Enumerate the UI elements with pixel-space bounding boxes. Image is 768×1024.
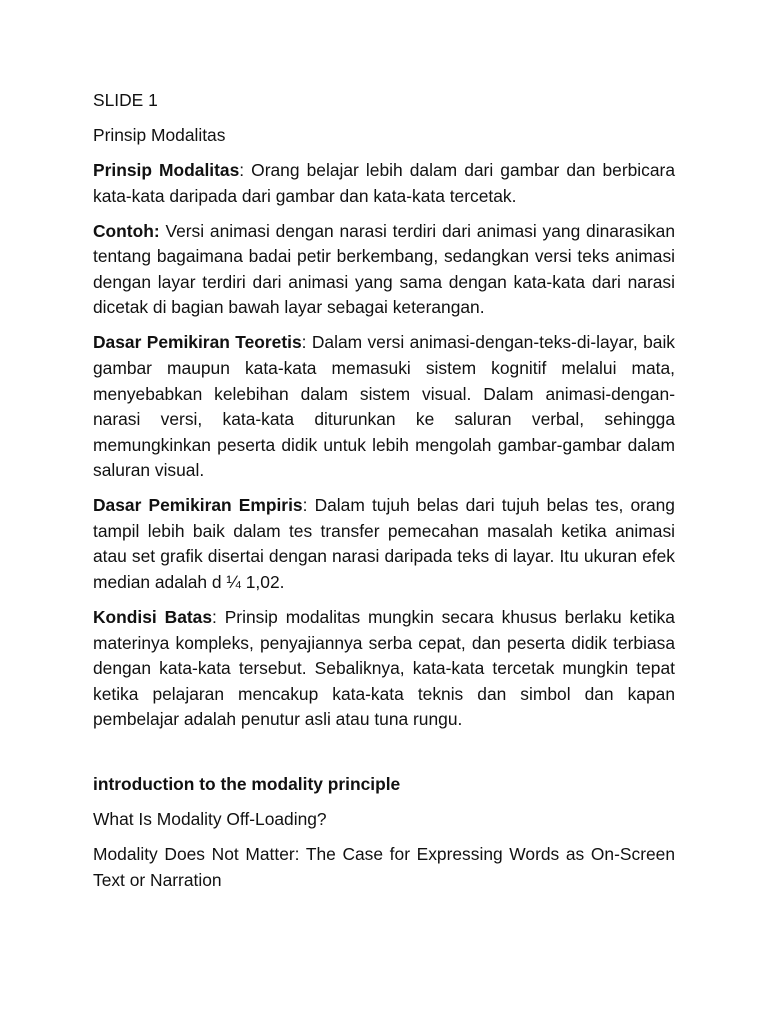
document-page — [93, 88, 675, 903]
question-heading: What Is Modality Off-Loading? — [93, 809, 327, 830]
section-dasar-teoretis — [93, 330, 675, 484]
section-contoh — [93, 219, 675, 321]
section-body: Versi animasi dengan narasi terdiri dari animasi yang dinarasikan tentang bagaimana badai petir berkembang, sedangkan versi teks animasi dengan layar terdiri dari animasi yang sama dengan kata-kata dari narasi dicetak di bagian bawah layar sebagai keterangan. — [93, 220, 675, 318]
intro-heading: introduction to the modality principle — [93, 774, 401, 795]
section-body: : Prinsip modalitas mungkin secara khusus berlaku ketika materinya kompleks, penyajiannya serba cepat, dan peserta didik terbiasa dengan kata-kata tersebut. Sebaliknya, kata-kata tercetak mungkin tepat ketika pelajaran mencakup kata-kata teknis dan simbol dan kapan pembelajar adalah penutur asli atau tuna rungu. — [93, 607, 675, 730]
document-subtitle: Prinsip Modalitas — [93, 124, 226, 145]
section-body: : Dalam tujuh belas dari tujuh belas tes, orang tampil lebih baik dalam tes transfer pemecahan masalah ketika animasi atau set grafik disertai dengan narasi daripada teks di layar. Itu ukuran efek median adalah d ¼ 1,02. — [93, 495, 675, 593]
section-kondisi-batas — [93, 605, 675, 733]
closing-heading: Modality Does Not Matter: The Case for Expressing Words as On-Screen Text or Narration — [93, 844, 675, 890]
section-body: : Orang belajar lebih dalam dari gambar dan berbicara kata-kata daripada dari gambar dan kata-kata tercetak. — [93, 159, 675, 206]
section-term: Contoh: — [93, 220, 160, 241]
section-term: Prinsip Modalitas — [93, 159, 240, 180]
section-body: : Dalam versi animasi-dengan-teks-di-layar, baik gambar maupun kata-kata memasuki sistem kognitif melalui mata, menyebabkan kelebihan dalam sistem visual. Dalam animasi-dengan-narasi versi, kata-kata diturunkan ke saluran verbal, sehingga memungkinkan peserta didik untuk lebih mengolah gambar-gambar dalam saluran visual. — [93, 332, 676, 481]
slide-label: SLIDE 1 — [93, 90, 158, 110]
section-gap — [93, 742, 675, 772]
section-dasar-empiris — [93, 493, 675, 595]
section-term: Kondisi Batas — [93, 607, 212, 628]
section-prinsip-modalitas — [93, 158, 675, 209]
section-term: Dasar Pemikiran Empiris — [93, 495, 303, 516]
section-term: Dasar Pemikiran Teoretis — [93, 332, 302, 353]
